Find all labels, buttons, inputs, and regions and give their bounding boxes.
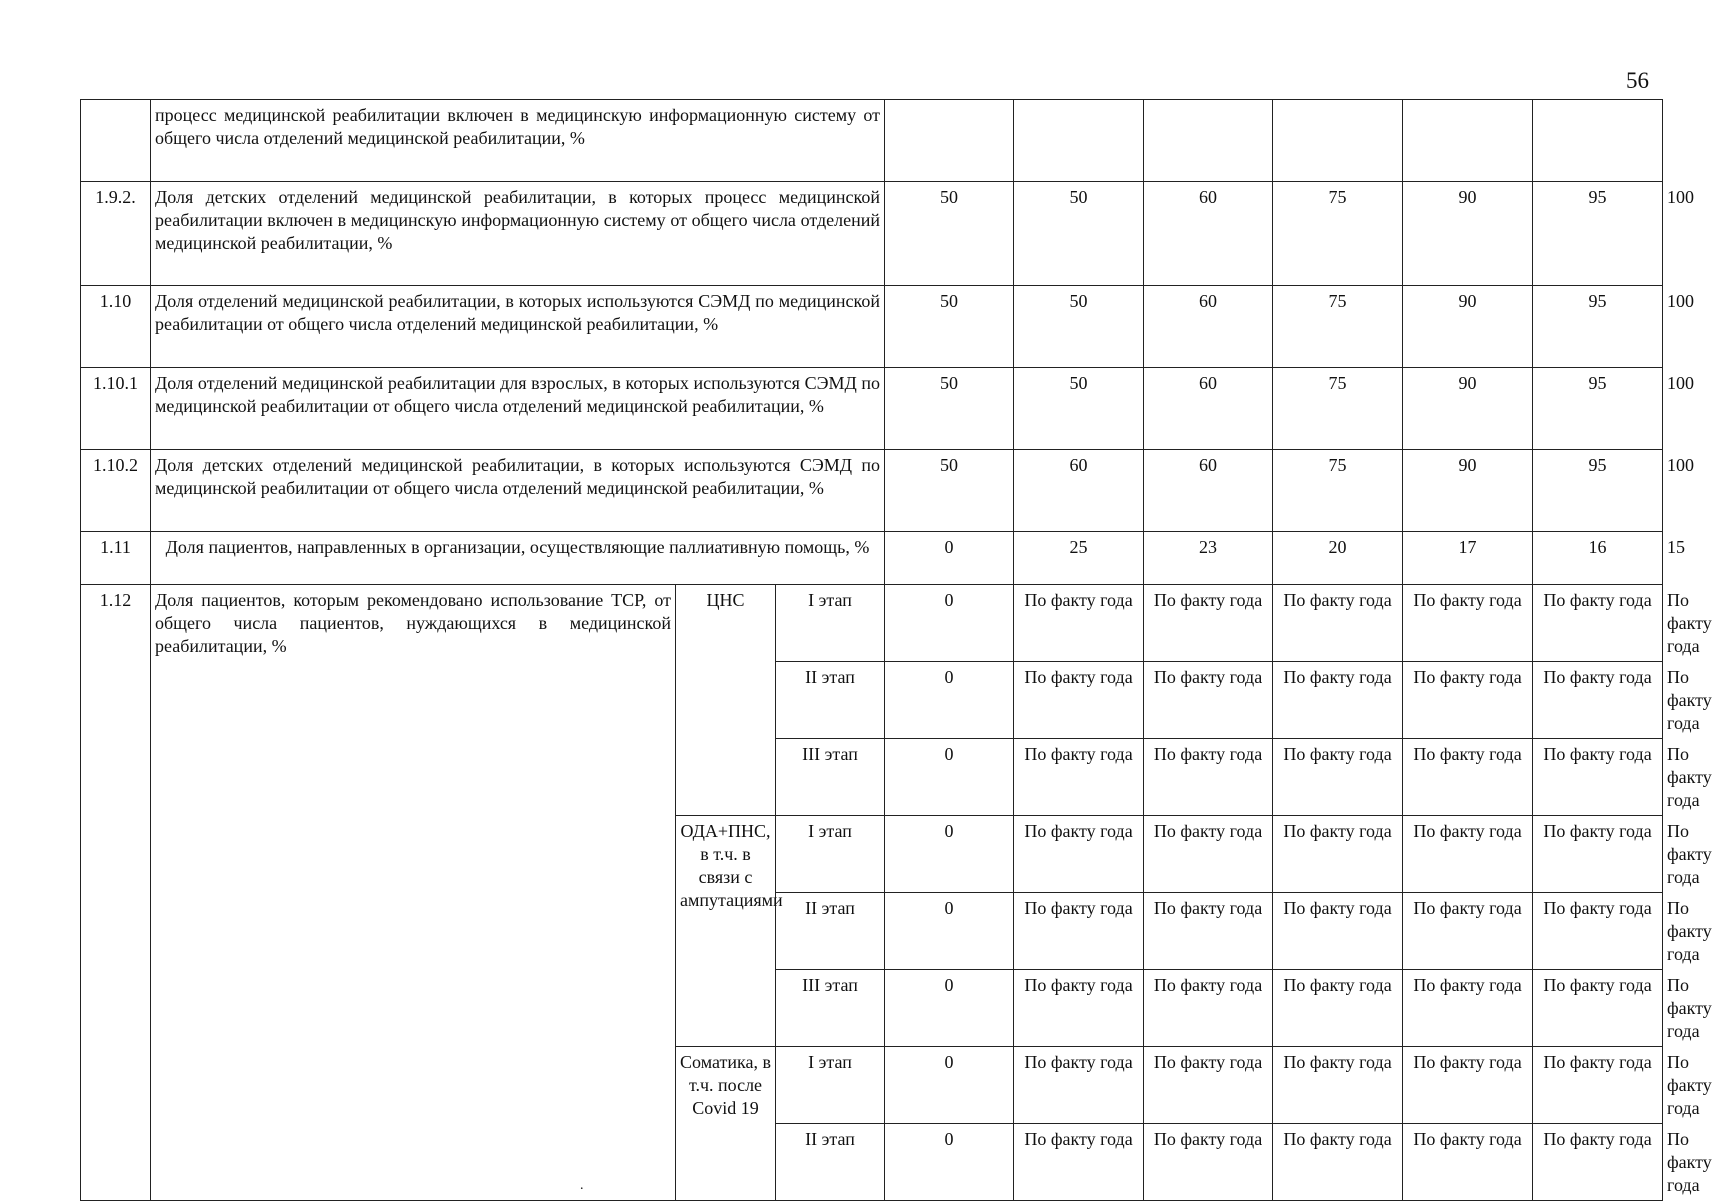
value-cell: По факту года	[1273, 585, 1403, 662]
table-row: 1.9.2. Доля детских отделений медицинской реабилитации, в которых процесс медицинской реабилитации включен в медицинскую информационную систему от общего числа отделений медицинской реабилитации, % 50 50 60 75 90 95 100	[81, 182, 1663, 286]
value-cell: 60	[1014, 450, 1144, 532]
value-cell: 0	[885, 739, 1014, 816]
value-cell: 60	[1144, 450, 1273, 532]
value-cell: 20	[1273, 532, 1403, 585]
value-cell: 95	[1533, 450, 1663, 532]
table-row: Соматика, в т.ч. после Covid 19 I этап 0 По факту года По факту года По факту года По факту года По факту года По факту года	[81, 1047, 1663, 1124]
value-cell: По факту года	[1014, 662, 1144, 739]
stage-cell: I этап	[776, 1047, 885, 1124]
value-cell: 95	[1533, 368, 1663, 450]
value-cell: 90	[1403, 368, 1533, 450]
value-cell: 50	[885, 368, 1014, 450]
value-cell: По факту года	[1273, 662, 1403, 739]
row-number-cell: 1.10.1	[81, 368, 151, 450]
value-cell: По факту года	[1014, 970, 1144, 1047]
table-row: III этап 0 По факту года По факту года По факту года По факту года По факту года По факту года	[81, 970, 1663, 1047]
value-cell: 0	[885, 1124, 1014, 1201]
row-number-cell	[81, 100, 151, 182]
value-cell: По факту года	[1403, 585, 1533, 662]
value-cell: 0	[885, 816, 1014, 893]
value-cell: 50	[1014, 286, 1144, 368]
table-row: 1.10 Доля отделений медицинской реабилитации, в которых используются СЭМД по медицинской реабилитации от общего числа отделений медицинской реабилитации, % 50 50 60 75 90 95 100	[81, 286, 1663, 368]
value-cell: По факту года	[1144, 662, 1273, 739]
value-cell: По факту года	[1144, 585, 1273, 662]
stage-cell: I этап	[776, 585, 885, 662]
value-cell: 50	[885, 450, 1014, 532]
group-label-cell: Соматика, в т.ч. после Covid 19	[676, 1047, 776, 1201]
table-row: 1.11 Доля пациентов, направленных в организации, осуществляющие паллиативную помощь, % 0 25 23 20 17 16 15	[81, 532, 1663, 585]
value-cell: По факту года	[1533, 893, 1663, 970]
value-cell: 0	[885, 1047, 1014, 1124]
value-cell: По факту года	[1403, 1124, 1533, 1201]
value-cell	[1144, 100, 1273, 182]
value-cell: 16	[1533, 532, 1663, 585]
stage-cell: II этап	[776, 893, 885, 970]
value-cell: 50	[1014, 182, 1144, 286]
value-cell: По факту года	[1533, 662, 1663, 739]
value-cell: По факту года	[1144, 970, 1273, 1047]
value-cell: 75	[1273, 286, 1403, 368]
row-description-cell: Доля пациентов, направленных в организации, осуществляющие паллиативную помощь, %	[151, 532, 885, 585]
value-cell: По факту года	[1014, 816, 1144, 893]
value-cell	[1273, 100, 1403, 182]
row-description-cell: Доля отделений медицинской реабилитации, в которых используются СЭМД по медицинской реабилитации от общего числа отделений медицинской реабилитации, %	[151, 286, 885, 368]
row-number-cell: 1.9.2.	[81, 182, 151, 286]
table-row	[81, 100, 1663, 182]
row-description-cell: Доля отделений медицинской реабилитации для взрослых, в которых используются СЭМД по медицинской реабилитации от общего числа отделений медицинской реабилитации, %	[151, 368, 885, 450]
row-number-cell: 1.10	[81, 286, 151, 368]
row-description-cell: Доля пациентов, которым рекомендовано использование ТСР, от общего числа пациентов, нуждающихся в медицинской реабилитации, %	[151, 585, 676, 1201]
value-cell: По факту года	[1014, 585, 1144, 662]
table-row: 1.12 Доля пациентов, которым рекомендовано использование ТСР, от общего числа пациентов, нуждающихся в медицинской реабилитации, % ЦНС I этап 0 По факту года По факту года По факту года По факту года По факту года По факту года	[81, 585, 1663, 662]
value-cell: 23	[1144, 532, 1273, 585]
table-row: II этап 0 По факту года По факту года По факту года По факту года По факту года По факту года	[81, 662, 1663, 739]
value-cell: По факту года	[1533, 585, 1663, 662]
stray-dot: .	[580, 1178, 584, 1193]
value-cell: По факту года	[1273, 1047, 1403, 1124]
value-cell: По факту года	[1144, 1124, 1273, 1201]
value-cell: По факту года	[1403, 739, 1533, 816]
value-cell: 25	[1014, 532, 1144, 585]
row-description-cell: процесс медицинской реабилитации включен в медицинскую информационную систему от общего числа отделений медицинской реабилитации, %	[151, 100, 885, 182]
value-cell: 50	[885, 286, 1014, 368]
value-cell: 90	[1403, 450, 1533, 532]
value-cell: По факту года	[1273, 893, 1403, 970]
value-cell: 60	[1144, 286, 1273, 368]
value-cell: По факту года	[1144, 739, 1273, 816]
value-cell: По факту года	[1403, 816, 1533, 893]
value-cell: 17	[1403, 532, 1533, 585]
table-row: II этап 0 По факту года По факту года По факту года По факту года По факту года По факту года	[81, 1124, 1663, 1201]
value-cell: По факту года	[1533, 739, 1663, 816]
value-cell: По факту года	[1533, 970, 1663, 1047]
stage-cell: III этап	[776, 970, 885, 1047]
value-cell: По факту года	[1014, 1047, 1144, 1124]
row-number-cell: 1.12	[81, 585, 151, 1201]
value-cell	[1014, 100, 1144, 182]
value-cell: По факту года	[1273, 816, 1403, 893]
value-cell: По факту года	[1273, 970, 1403, 1047]
value-cell: По факту года	[1403, 662, 1533, 739]
value-cell: 75	[1273, 450, 1403, 532]
value-cell: 0	[885, 893, 1014, 970]
value-cell: 0	[885, 970, 1014, 1047]
table-row: 1.10.2 Доля детских отделений медицинской реабилитации, в которых используются СЭМД по медицинской реабилитации от общего числа отделений медицинской реабилитации, % 50 60 60 75 90 95 100	[81, 450, 1663, 532]
value-cell: По факту года	[1144, 1047, 1273, 1124]
value-cell: 60	[1144, 368, 1273, 450]
row-description-cell: Доля детских отделений медицинской реабилитации, в которых используются СЭМД по медицинской реабилитации от общего числа отделений медицинской реабилитации, %	[151, 450, 885, 532]
value-cell	[885, 100, 1014, 182]
group-label-cell: ОДА+ПНС, в т.ч. в связи с ампутациями	[676, 816, 776, 1047]
page-number: 56	[1626, 68, 1649, 93]
indicators-table	[80, 99, 1712, 1201]
table-row: III этап 0 По факту года По факту года По факту года По факту года По факту года По факту года	[81, 739, 1663, 816]
value-cell: По факту года	[1403, 1047, 1533, 1124]
value-cell: 75	[1273, 368, 1403, 450]
value-cell	[1403, 100, 1533, 182]
stage-cell: III этап	[776, 739, 885, 816]
row-number-cell: 1.10.2	[81, 450, 151, 532]
value-cell: 75	[1273, 182, 1403, 286]
value-cell	[1533, 100, 1663, 182]
value-cell: 60	[1144, 182, 1273, 286]
value-cell: По факту года	[1144, 893, 1273, 970]
value-cell: По факту года	[1144, 816, 1273, 893]
value-cell: По факту года	[1533, 1047, 1663, 1124]
value-cell: 95	[1533, 182, 1663, 286]
value-cell: 50	[885, 182, 1014, 286]
value-cell: 0	[885, 532, 1014, 585]
group-label-cell: ЦНС	[676, 585, 776, 816]
value-cell: По факту года	[1533, 1124, 1663, 1201]
table-row: ОДА+ПНС, в т.ч. в связи с ампутациями I этап 0 По факту года По факту года По факту года По факту года По факту года По факту года	[81, 816, 1663, 893]
stage-cell: II этап	[776, 1124, 885, 1201]
value-cell: По факту года	[1014, 739, 1144, 816]
value-cell: По факту года	[1403, 893, 1533, 970]
stage-cell: I этап	[776, 816, 885, 893]
value-cell: По факту года	[1014, 893, 1144, 970]
value-cell: По факту года	[1273, 739, 1403, 816]
value-cell: 0	[885, 585, 1014, 662]
value-cell: По факту года	[1533, 816, 1663, 893]
value-cell: 90	[1403, 182, 1533, 286]
value-cell: 90	[1403, 286, 1533, 368]
value-cell: По факту года	[1014, 1124, 1144, 1201]
table-row: 1.10.1 Доля отделений медицинской реабилитации для взрослых, в которых используются СЭМД по медицинской реабилитации от общего числа отделений медицинской реабилитации, % 50 50 60 75 90 95 100	[81, 368, 1663, 450]
stage-cell: II этап	[776, 662, 885, 739]
value-cell: 0	[885, 662, 1014, 739]
row-number-cell: 1.11	[81, 532, 151, 585]
table-row: II этап 0 По факту года По факту года По факту года По факту года По факту года По факту года	[81, 893, 1663, 970]
value-cell: 95	[1533, 286, 1663, 368]
value-cell: 50	[1014, 368, 1144, 450]
row-description-cell: Доля детских отделений медицинской реабилитации, в которых процесс медицинской реабилитации включен в медицинскую информационную систему от общего числа отделений медицинской реабилитации, %	[151, 182, 885, 286]
value-cell: По факту года	[1273, 1124, 1403, 1201]
value-cell: По факту года	[1403, 970, 1533, 1047]
